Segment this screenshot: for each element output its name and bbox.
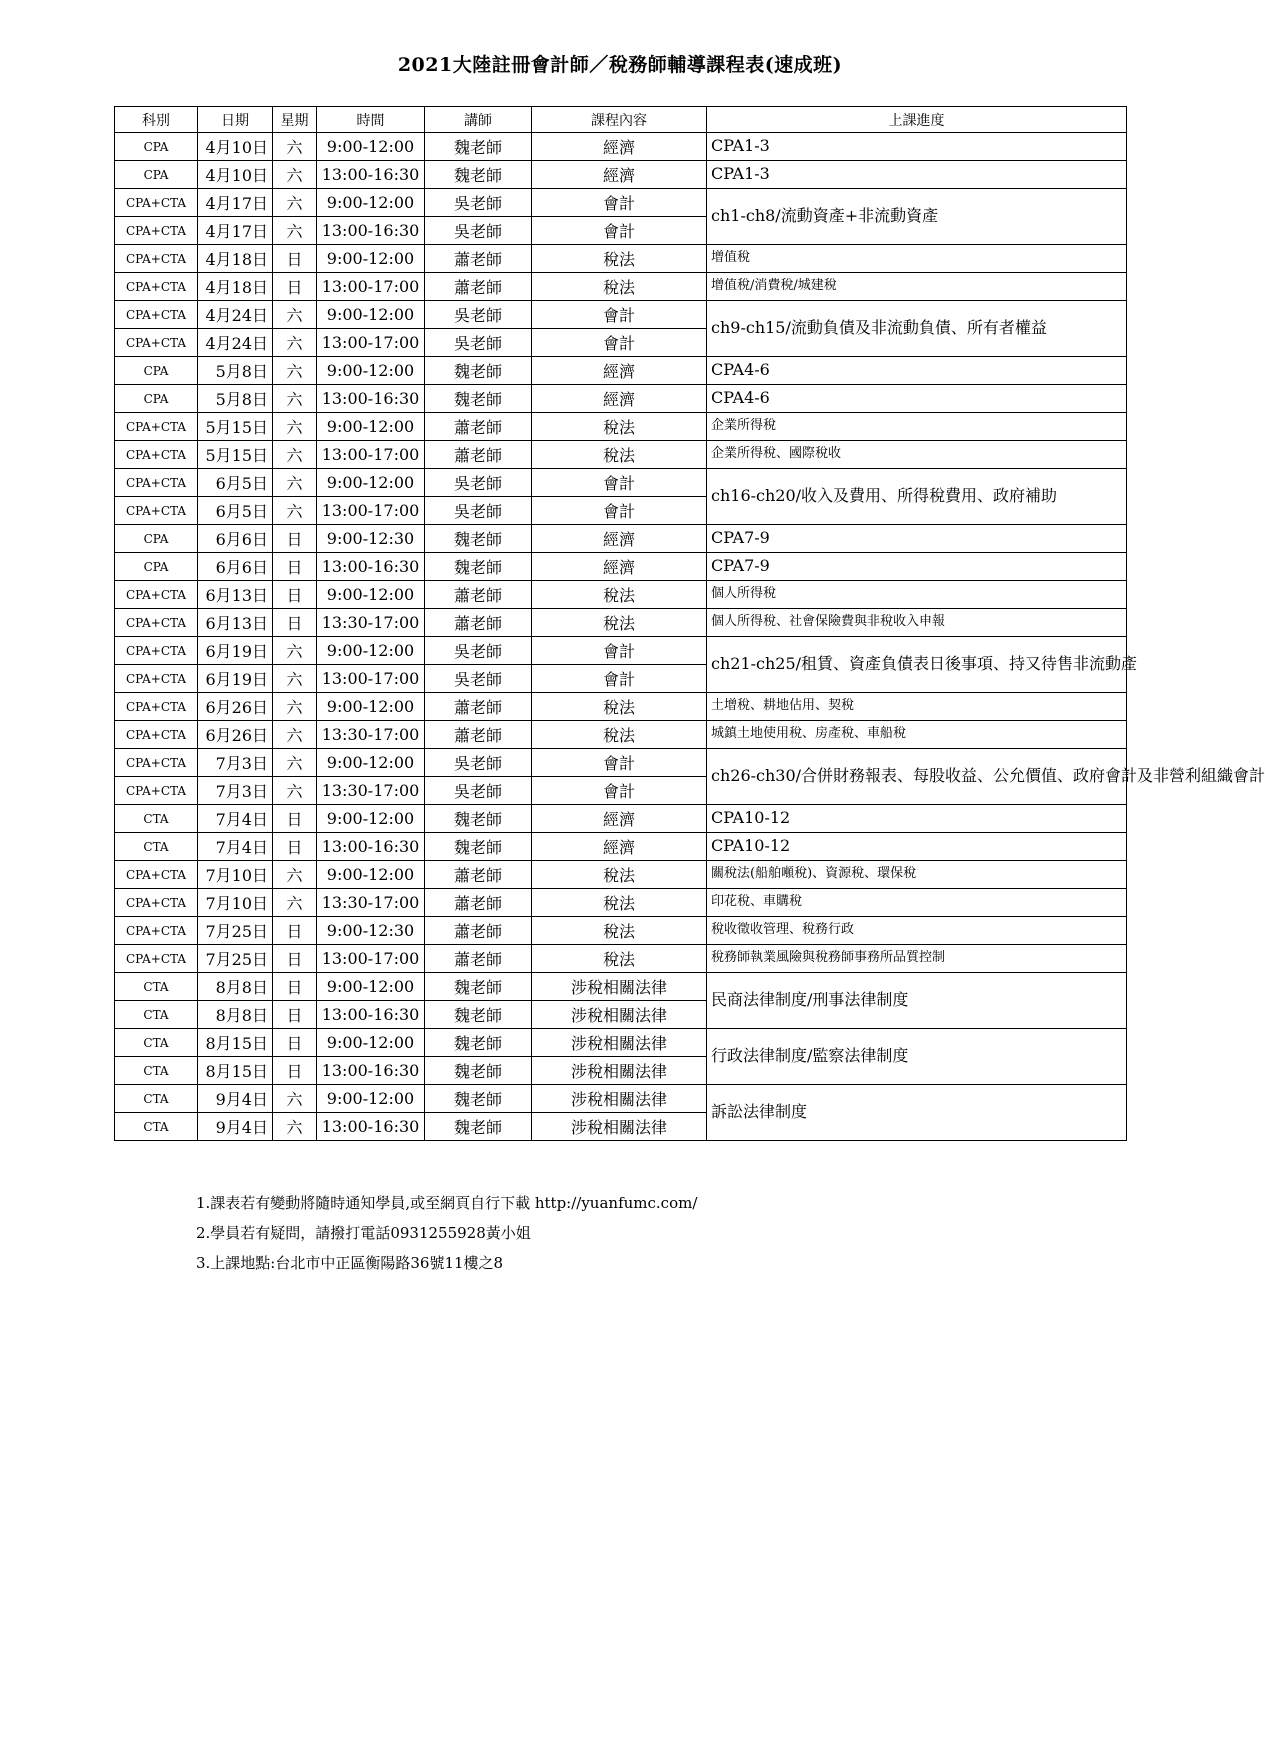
weekday-cell: 六 [273,1085,317,1113]
teacher-cell: 蕭老師 [425,721,532,749]
header-teacher: 講師 [425,107,532,133]
teacher-cell: 魏老師 [425,973,532,1001]
progress-cell: 稅收徵收管理、稅務行政 [707,917,1127,945]
time-cell: 9:00-12:00 [317,637,425,665]
time-cell: 9:00-12:00 [317,301,425,329]
date-cell: 8月8日 [198,1001,273,1029]
time-cell: 9:00-12:00 [317,1029,425,1057]
date-cell: 7月3日 [198,749,273,777]
course-cell: 涉稅相關法律 [532,1057,707,1085]
time-cell: 13:00-17:00 [317,273,425,301]
course-cell: 稅法 [532,413,707,441]
teacher-cell: 蕭老師 [425,609,532,637]
progress-cell: ch16-ch20/收入及費用、所得稅費用、政府補助 [707,469,1127,525]
teacher-cell: 魏老師 [425,833,532,861]
course-cell: 會計 [532,777,707,805]
subject-cell: CPA+CTA [115,749,198,777]
schedule-table [114,106,1265,1141]
date-cell: 8月8日 [198,973,273,1001]
weekday-cell: 六 [273,441,317,469]
subject-cell: CPA [115,385,198,413]
subject-cell: CPA+CTA [115,413,198,441]
teacher-cell: 蕭老師 [425,273,532,301]
course-cell: 稅法 [532,693,707,721]
date-cell: 4月18日 [198,245,273,273]
progress-cell: 訴訟法律制度 [707,1085,1127,1141]
progress-cell: 城鎮土地使用稅、房產稅、車船稅 [707,721,1127,749]
date-cell: 7月10日 [198,889,273,917]
date-cell: 6月13日 [198,609,273,637]
note-item: 2.學員若有疑問，請撥打電話0931255928黃小姐 [196,1224,531,1242]
time-cell: 9:00-12:00 [317,413,425,441]
table-row [115,945,1127,973]
teacher-cell: 魏老師 [425,1001,532,1029]
subject-cell: CPA [115,133,198,161]
note-item: 1.課表若有變動將隨時通知學員,或至網頁自行下載 http://yuanfumc.com/ [196,1194,698,1212]
date-cell: 6月5日 [198,497,273,525]
time-cell: 13:00-16:30 [317,1001,425,1029]
weekday-cell: 日 [273,805,317,833]
weekday-cell: 日 [273,245,317,273]
date-cell: 4月10日 [198,133,273,161]
course-cell: 經濟 [532,385,707,413]
teacher-cell: 吳老師 [425,469,532,497]
weekday-cell: 日 [273,945,317,973]
course-cell: 經濟 [532,833,707,861]
date-cell: 6月6日 [198,525,273,553]
teacher-cell: 蕭老師 [425,581,532,609]
date-cell: 7月3日 [198,777,273,805]
weekday-cell: 六 [273,329,317,357]
subject-cell: CPA+CTA [115,329,198,357]
table-row [115,133,1127,161]
table-row [115,693,1127,721]
time-cell: 13:00-17:00 [317,329,425,357]
notes [196,1192,697,1282]
teacher-cell: 吳老師 [425,637,532,665]
weekday-cell: 日 [273,273,317,301]
weekday-cell: 六 [273,1113,317,1141]
subject-cell: CTA [115,1001,198,1029]
teacher-cell: 魏老師 [425,1113,532,1141]
progress-cell: CPA4-6 [707,357,1127,385]
table-row [115,301,1127,329]
teacher-cell: 吳老師 [425,217,532,245]
teacher-cell: 吳老師 [425,749,532,777]
teacher-cell: 蕭老師 [425,861,532,889]
table-row [115,525,1127,553]
course-cell: 稅法 [532,721,707,749]
table-row [115,553,1127,581]
teacher-cell: 魏老師 [425,133,532,161]
course-cell: 經濟 [532,133,707,161]
time-cell: 9:00-12:00 [317,749,425,777]
course-cell: 稅法 [532,609,707,637]
teacher-cell: 魏老師 [425,1085,532,1113]
course-cell: 會計 [532,189,707,217]
date-cell: 6月19日 [198,637,273,665]
subject-cell: CPA+CTA [115,721,198,749]
progress-cell: 行政法律制度/監察法律制度 [707,1029,1127,1085]
time-cell: 13:00-16:30 [317,1113,425,1141]
teacher-cell: 吳老師 [425,497,532,525]
subject-cell: CPA+CTA [115,609,198,637]
course-cell: 稅法 [532,441,707,469]
note-item: 3.上課地點:台北市中正區衡陽路36號11樓之8 [196,1254,504,1272]
date-cell: 6月19日 [198,665,273,693]
date-cell: 9月4日 [198,1113,273,1141]
progress-cell: CPA10-12 [707,833,1127,861]
weekday-cell: 六 [273,777,317,805]
teacher-cell: 魏老師 [425,385,532,413]
progress-cell: 稅務師執業風險與稅務師事務所品質控制 [707,945,1127,973]
time-cell: 9:00-12:00 [317,693,425,721]
table-row [115,833,1127,861]
time-cell: 9:00-12:30 [317,525,425,553]
time-cell: 9:00-12:00 [317,469,425,497]
table-row [115,861,1127,889]
time-cell: 9:00-12:30 [317,917,425,945]
weekday-cell: 六 [273,469,317,497]
subject-cell: CPA+CTA [115,637,198,665]
header-date: 日期 [198,107,273,133]
table-row [115,245,1127,273]
course-cell: 會計 [532,217,707,245]
time-cell: 13:00-16:30 [317,833,425,861]
course-cell: 稅法 [532,945,707,973]
teacher-cell: 魏老師 [425,357,532,385]
date-cell: 6月26日 [198,693,273,721]
date-cell: 7月4日 [198,833,273,861]
course-cell: 稅法 [532,245,707,273]
course-cell: 會計 [532,301,707,329]
weekday-cell: 日 [273,973,317,1001]
time-cell: 13:00-17:00 [317,945,425,973]
subject-cell: CPA+CTA [115,945,198,973]
weekday-cell: 六 [273,497,317,525]
teacher-cell: 吳老師 [425,665,532,693]
weekday-cell: 六 [273,133,317,161]
date-cell: 6月26日 [198,721,273,749]
date-cell: 7月25日 [198,945,273,973]
course-cell: 經濟 [532,553,707,581]
weekday-cell: 六 [273,413,317,441]
subject-cell: CTA [115,1029,198,1057]
subject-cell: CTA [115,1085,198,1113]
subject-cell: CPA [115,161,198,189]
table-row [115,609,1127,637]
progress-cell: 印花稅、車購稅 [707,889,1127,917]
time-cell: 9:00-12:00 [317,189,425,217]
time-cell: 9:00-12:00 [317,133,425,161]
teacher-cell: 吳老師 [425,329,532,357]
course-cell: 會計 [532,749,707,777]
teacher-cell: 魏老師 [425,553,532,581]
progress-cell: CPA4-6 [707,385,1127,413]
table-row [115,357,1127,385]
weekday-cell: 日 [273,833,317,861]
progress-cell: CPA7-9 [707,553,1127,581]
course-cell: 會計 [532,497,707,525]
subject-cell: CPA+CTA [115,889,198,917]
weekday-cell: 六 [273,889,317,917]
weekday-cell: 日 [273,609,317,637]
date-cell: 9月4日 [198,1085,273,1113]
weekday-cell: 日 [273,1057,317,1085]
subject-cell: CPA+CTA [115,665,198,693]
date-cell: 5月15日 [198,413,273,441]
time-cell: 9:00-12:00 [317,245,425,273]
weekday-cell: 六 [273,721,317,749]
teacher-cell: 魏老師 [425,1057,532,1085]
progress-cell: ch21-ch25/租賃、資產負債表日後事項、持又待售非流動產 [707,637,1127,693]
subject-cell: CPA+CTA [115,245,198,273]
subject-cell: CPA [115,553,198,581]
table-row [115,749,1127,777]
weekday-cell: 六 [273,161,317,189]
time-cell: 13:00-16:30 [317,161,425,189]
table-row [115,917,1127,945]
date-cell: 5月8日 [198,357,273,385]
date-cell: 8月15日 [198,1029,273,1057]
course-cell: 稅法 [532,889,707,917]
table-row [115,805,1127,833]
subject-cell: CPA+CTA [115,273,198,301]
progress-cell: 增值稅/消費稅/城建稅 [707,273,1127,301]
course-cell: 涉稅相關法律 [532,1113,707,1141]
subject-cell: CPA+CTA [115,301,198,329]
weekday-cell: 六 [273,189,317,217]
header-weekday: 星期 [273,107,317,133]
date-cell: 6月5日 [198,469,273,497]
time-cell: 13:00-17:00 [317,665,425,693]
date-cell: 6月6日 [198,553,273,581]
time-cell: 13:00-16:30 [317,385,425,413]
teacher-cell: 魏老師 [425,1029,532,1057]
progress-cell: 增值稅 [707,245,1127,273]
date-cell: 4月17日 [198,217,273,245]
course-cell: 會計 [532,665,707,693]
time-cell: 9:00-12:00 [317,1085,425,1113]
subject-cell: CPA+CTA [115,441,198,469]
time-cell: 13:00-16:30 [317,217,425,245]
progress-cell: CPA10-12 [707,805,1127,833]
page-title: 2021大陸註冊會計師／稅務師輔導課程表(速成班) [397,54,843,76]
progress-cell: 關稅法(船舶噸稅)、資源稅、環保稅 [707,861,1127,889]
teacher-cell: 吳老師 [425,189,532,217]
teacher-cell: 蕭老師 [425,917,532,945]
progress-cell: CPA7-9 [707,525,1127,553]
course-cell: 稅法 [532,861,707,889]
subject-cell: CPA+CTA [115,469,198,497]
date-cell: 7月4日 [198,805,273,833]
teacher-cell: 魏老師 [425,525,532,553]
teacher-cell: 吳老師 [425,777,532,805]
time-cell: 13:00-17:00 [317,441,425,469]
course-cell: 涉稅相關法律 [532,1029,707,1057]
weekday-cell: 六 [273,749,317,777]
header-progress: 上課進度 [707,107,1127,133]
date-cell: 7月10日 [198,861,273,889]
table-row [115,469,1127,497]
course-cell: 會計 [532,469,707,497]
subject-cell: CPA+CTA [115,861,198,889]
course-cell: 經濟 [532,805,707,833]
date-cell: 5月8日 [198,385,273,413]
time-cell: 9:00-12:00 [317,805,425,833]
subject-cell: CPA+CTA [115,693,198,721]
time-cell: 9:00-12:00 [317,357,425,385]
teacher-cell: 吳老師 [425,301,532,329]
date-cell: 4月17日 [198,189,273,217]
teacher-cell: 蕭老師 [425,441,532,469]
weekday-cell: 六 [273,357,317,385]
date-cell: 4月10日 [198,161,273,189]
subject-cell: CPA+CTA [115,189,198,217]
subject-cell: CPA [115,357,198,385]
weekday-cell: 六 [273,637,317,665]
weekday-cell: 日 [273,525,317,553]
date-cell: 5月15日 [198,441,273,469]
subject-cell: CTA [115,805,198,833]
course-cell: 涉稅相關法律 [532,1001,707,1029]
weekday-cell: 六 [273,693,317,721]
progress-cell: 個人所得稅 [707,581,1127,609]
subject-cell: CPA+CTA [115,777,198,805]
weekday-cell: 六 [273,217,317,245]
teacher-cell: 蕭老師 [425,245,532,273]
table-row [115,385,1127,413]
weekday-cell: 日 [273,581,317,609]
subject-cell: CTA [115,973,198,1001]
time-cell: 13:30-17:00 [317,889,425,917]
date-cell: 4月24日 [198,329,273,357]
subject-cell: CPA+CTA [115,917,198,945]
date-cell: 8月15日 [198,1057,273,1085]
subject-cell: CPA+CTA [115,581,198,609]
table-row [115,889,1127,917]
header-subject: 科別 [115,107,198,133]
date-cell: 4月18日 [198,273,273,301]
table-row [115,973,1127,1001]
header-course: 課程內容 [532,107,707,133]
time-cell: 9:00-12:00 [317,973,425,1001]
course-cell: 涉稅相關法律 [532,1085,707,1113]
weekday-cell: 六 [273,665,317,693]
teacher-cell: 魏老師 [425,805,532,833]
teacher-cell: 魏老師 [425,161,532,189]
time-cell: 13:00-16:30 [317,553,425,581]
time-cell: 13:00-16:30 [317,1057,425,1085]
date-cell: 7月25日 [198,917,273,945]
table-row [115,273,1127,301]
course-cell: 經濟 [532,161,707,189]
table-header-row [115,107,1127,133]
time-cell: 13:00-17:00 [317,497,425,525]
subject-cell: CTA [115,833,198,861]
course-cell: 稅法 [532,273,707,301]
teacher-cell: 蕭老師 [425,413,532,441]
progress-cell: 企業所得稅、國際稅收 [707,441,1127,469]
weekday-cell: 日 [273,1001,317,1029]
time-cell: 13:30-17:00 [317,777,425,805]
progress-cell: 企業所得稅 [707,413,1127,441]
progress-cell: 個人所得稅、社會保險費與非稅收入申報 [707,609,1127,637]
weekday-cell: 六 [273,301,317,329]
teacher-cell: 蕭老師 [425,889,532,917]
table-row [115,1029,1127,1057]
progress-cell: ch1-ch8/流動資產+非流動資產 [707,189,1127,245]
weekday-cell: 六 [273,385,317,413]
table-row [115,1085,1127,1113]
weekday-cell: 日 [273,1029,317,1057]
progress-cell: ch26-ch30/合併財務報表、每股收益、公允價值、政府會計及非營利組織會計 [707,749,1127,805]
progress-cell: ch9-ch15/流動負債及非流動負債、所有者權益 [707,301,1127,357]
table-row [115,581,1127,609]
date-cell: 4月24日 [198,301,273,329]
table-row [115,721,1127,749]
course-cell: 經濟 [532,357,707,385]
time-cell: 9:00-12:00 [317,861,425,889]
course-cell: 稅法 [532,581,707,609]
progress-cell: CPA1-3 [707,133,1127,161]
header-time: 時間 [317,107,425,133]
course-cell: 稅法 [532,917,707,945]
time-cell: 13:30-17:00 [317,609,425,637]
teacher-cell: 蕭老師 [425,945,532,973]
table-row [115,189,1127,217]
subject-cell: CPA+CTA [115,497,198,525]
table-row [115,441,1127,469]
time-cell: 9:00-12:00 [317,581,425,609]
weekday-cell: 日 [273,917,317,945]
weekday-cell: 日 [273,553,317,581]
progress-cell: 民商法律制度/刑事法律制度 [707,973,1127,1029]
course-cell: 會計 [532,637,707,665]
table-row [115,637,1127,665]
date-cell: 6月13日 [198,581,273,609]
weekday-cell: 六 [273,861,317,889]
time-cell: 13:30-17:00 [317,721,425,749]
subject-cell: CPA [115,525,198,553]
subject-cell: CTA [115,1057,198,1085]
subject-cell: CTA [115,1113,198,1141]
subject-cell: CPA+CTA [115,217,198,245]
table-row [115,413,1127,441]
teacher-cell: 蕭老師 [425,693,532,721]
course-cell: 會計 [532,329,707,357]
progress-cell: 土增稅、耕地佔用、契稅 [707,693,1127,721]
table-row [115,161,1127,189]
course-cell: 經濟 [532,525,707,553]
course-cell: 涉稅相關法律 [532,973,707,1001]
schedule-body [115,133,1265,1141]
progress-cell: CPA1-3 [707,161,1127,189]
